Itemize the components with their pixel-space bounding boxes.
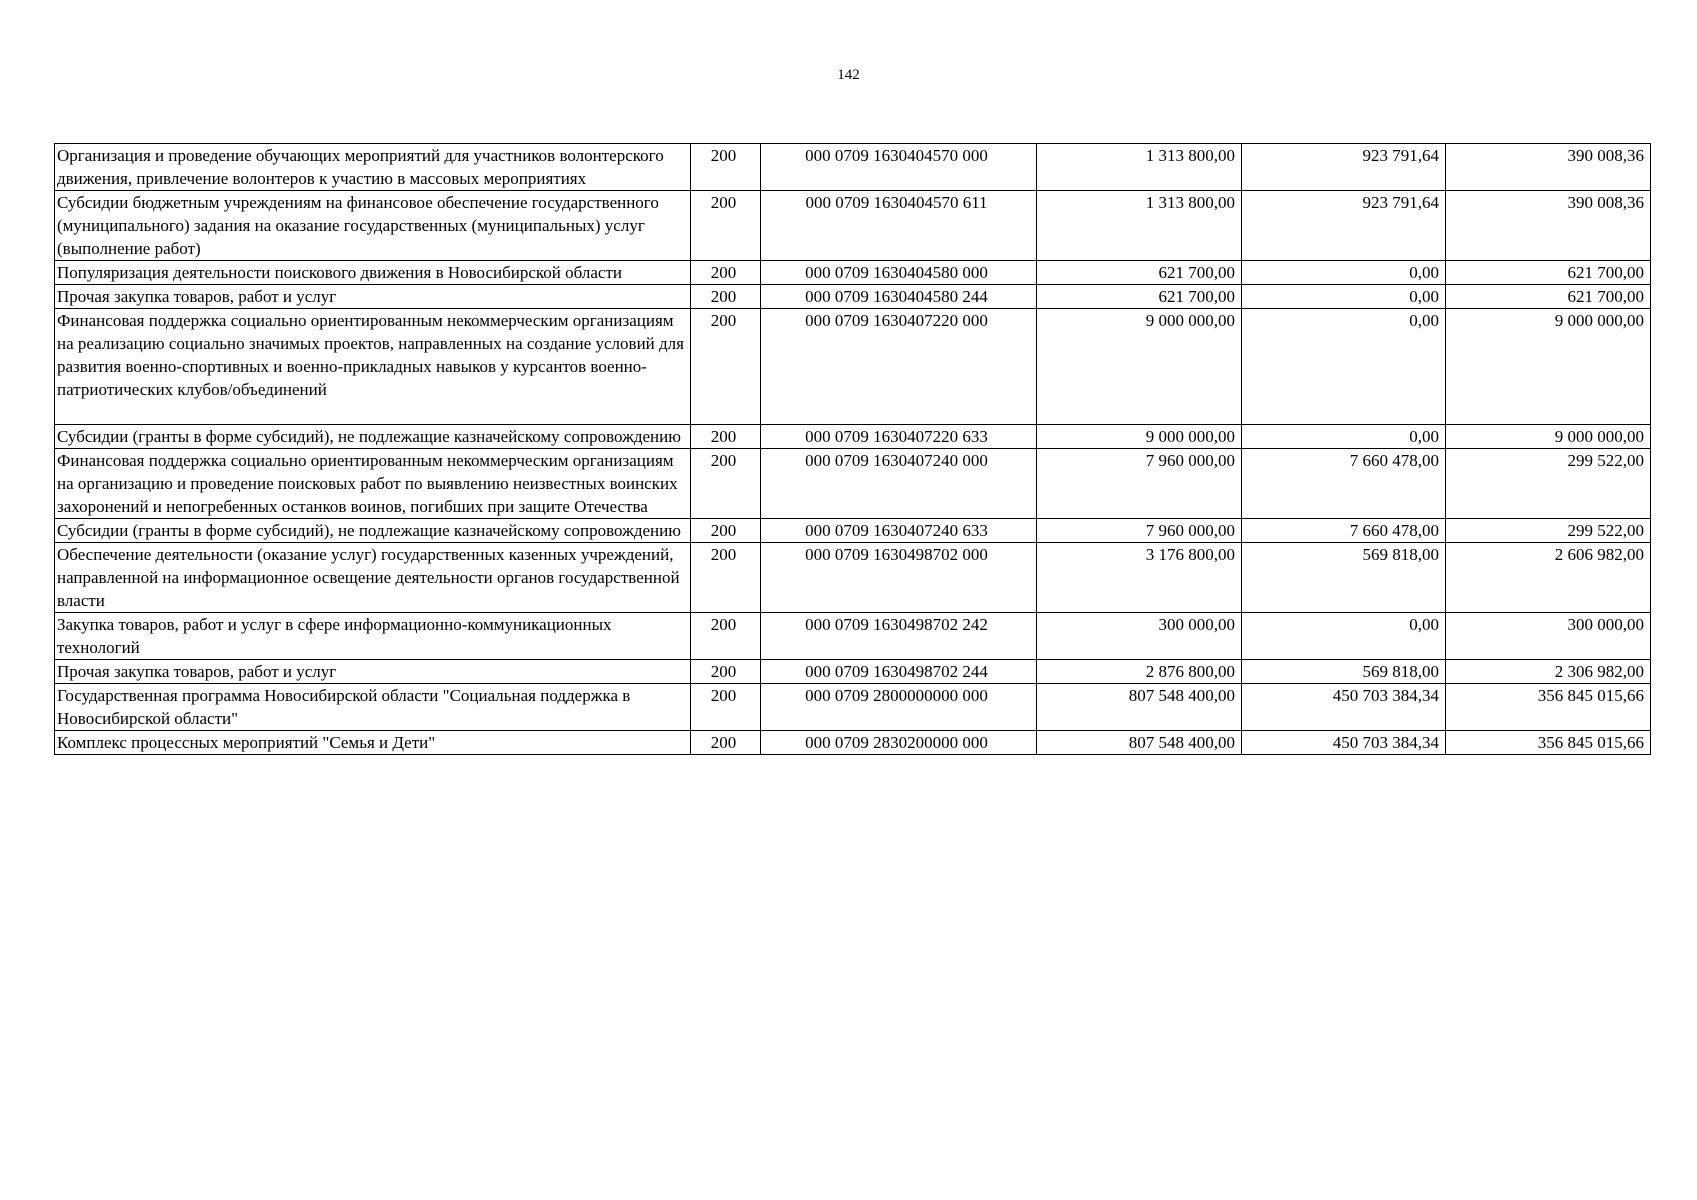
row-code-cell: 200 [691, 543, 761, 613]
row-approved-cell: 1 313 800,00 [1037, 144, 1242, 191]
row-unexecuted-cell: 300 000,00 [1446, 613, 1651, 660]
table-row [55, 684, 1651, 731]
row-name-cell: Прочая закупка товаров, работ и услуг [55, 285, 691, 309]
table-row [55, 261, 1651, 285]
row-executed-cell: 7 660 478,00 [1242, 519, 1446, 543]
row-code-cell: 200 [691, 261, 761, 285]
row-executed-cell: 0,00 [1242, 613, 1446, 660]
row-name-cell: Закупка товаров, работ и услуг в сфере информационно-коммуникационных технологий [55, 613, 691, 660]
row-unexecuted-cell: 299 522,00 [1446, 519, 1651, 543]
row-executed-cell: 0,00 [1242, 261, 1446, 285]
row-approved-cell: 9 000 000,00 [1037, 425, 1242, 449]
row-executed-cell: 450 703 384,34 [1242, 684, 1446, 731]
row-name-cell: Популяризация деятельности поискового движения в Новосибирской области [55, 261, 691, 285]
row-executed-cell: 0,00 [1242, 285, 1446, 309]
row-name-cell: Организация и проведение обучающих мероприятий для участников волонтерского движения, привлечение волонтеров к участию в массовых мероприятиях [55, 144, 691, 191]
row-approved-cell: 2 876 800,00 [1037, 660, 1242, 684]
row-name-cell: Финансовая поддержка социально ориентированным некоммерческим организациям на организацию и проведение поисковых работ по выявлению неизвестных воинских захоронений и непогребенных останков воинов, погибших при защите Отечества [55, 449, 691, 519]
row-approved-cell: 3 176 800,00 [1037, 543, 1242, 613]
table-row [55, 449, 1651, 519]
table-row [55, 731, 1651, 755]
table-row [55, 285, 1651, 309]
row-unexecuted-cell: 9 000 000,00 [1446, 309, 1651, 425]
row-classification-cell: 000 0709 1630404570 611 [761, 191, 1037, 261]
table-row [55, 660, 1651, 684]
row-approved-cell: 807 548 400,00 [1037, 731, 1242, 755]
row-executed-cell: 569 818,00 [1242, 543, 1446, 613]
row-code-cell: 200 [691, 613, 761, 660]
table-row [55, 191, 1651, 261]
row-code-cell: 200 [691, 660, 761, 684]
row-classification-cell: 000 0709 1630498702 242 [761, 613, 1037, 660]
table-row [55, 309, 1651, 425]
row-code-cell: 200 [691, 285, 761, 309]
row-approved-cell: 7 960 000,00 [1037, 519, 1242, 543]
row-unexecuted-cell: 356 845 015,66 [1446, 684, 1651, 731]
row-unexecuted-cell: 390 008,36 [1446, 191, 1651, 261]
row-unexecuted-cell: 356 845 015,66 [1446, 731, 1651, 755]
page-number: 142 [837, 67, 860, 83]
row-approved-cell: 7 960 000,00 [1037, 449, 1242, 519]
row-unexecuted-cell: 9 000 000,00 [1446, 425, 1651, 449]
row-executed-cell: 0,00 [1242, 425, 1446, 449]
row-classification-cell: 000 0709 1630407220 633 [761, 425, 1037, 449]
row-classification-cell: 000 0709 1630498702 000 [761, 543, 1037, 613]
row-code-cell: 200 [691, 309, 761, 425]
row-approved-cell: 1 313 800,00 [1037, 191, 1242, 261]
table-row [55, 613, 1651, 660]
row-name-cell: Субсидии бюджетным учреждениям на финансовое обеспечение государственного (муниципального) задания на оказание государственных (муниципальных) услуг (выполнение работ) [55, 191, 691, 261]
row-name-cell: Государственная программа Новосибирской области "Социальная поддержка в Новосибирской области" [55, 684, 691, 731]
row-unexecuted-cell: 2 306 982,00 [1446, 660, 1651, 684]
row-code-cell: 200 [691, 425, 761, 449]
row-name-cell: Обеспечение деятельности (оказание услуг) государственных казенных учреждений, направленной на информационное освещение деятельности органов государственной власти [55, 543, 691, 613]
row-unexecuted-cell: 621 700,00 [1446, 285, 1651, 309]
row-approved-cell: 621 700,00 [1037, 285, 1242, 309]
row-unexecuted-cell: 2 606 982,00 [1446, 543, 1651, 613]
row-executed-cell: 923 791,64 [1242, 191, 1446, 261]
table-row [55, 144, 1651, 191]
row-name-cell: Финансовая поддержка социально ориентированным некоммерческим организациям на реализацию социально значимых проектов, направленных на создание условий для развития военно-спортивных и военно-прикладных навыков у курсантов военно-патриотических клубов/объединений [55, 309, 691, 425]
table-row [55, 519, 1651, 543]
row-classification-cell: 000 0709 1630407240 000 [761, 449, 1037, 519]
row-name-cell: Субсидии (гранты в форме субсидий), не подлежащие казначейскому сопровождению [55, 425, 691, 449]
row-code-cell: 200 [691, 449, 761, 519]
row-code-cell: 200 [691, 191, 761, 261]
row-classification-cell: 000 0709 1630407220 000 [761, 309, 1037, 425]
row-approved-cell: 300 000,00 [1037, 613, 1242, 660]
budget-execution-table [54, 143, 1651, 755]
table-row [55, 425, 1651, 449]
row-classification-cell: 000 0709 1630498702 244 [761, 660, 1037, 684]
row-approved-cell: 807 548 400,00 [1037, 684, 1242, 731]
row-code-cell: 200 [691, 144, 761, 191]
row-executed-cell: 569 818,00 [1242, 660, 1446, 684]
row-code-cell: 200 [691, 731, 761, 755]
row-classification-cell: 000 0709 1630407240 633 [761, 519, 1037, 543]
row-name-cell: Субсидии (гранты в форме субсидий), не подлежащие казначейскому сопровождению [55, 519, 691, 543]
row-classification-cell: 000 0709 1630404570 000 [761, 144, 1037, 191]
table-row [55, 543, 1651, 613]
row-approved-cell: 621 700,00 [1037, 261, 1242, 285]
row-unexecuted-cell: 390 008,36 [1446, 144, 1651, 191]
row-code-cell: 200 [691, 519, 761, 543]
row-code-cell: 200 [691, 684, 761, 731]
row-classification-cell: 000 0709 2800000000 000 [761, 684, 1037, 731]
row-name-cell: Прочая закупка товаров, работ и услуг [55, 660, 691, 684]
row-approved-cell: 9 000 000,00 [1037, 309, 1242, 425]
row-unexecuted-cell: 621 700,00 [1446, 261, 1651, 285]
row-unexecuted-cell: 299 522,00 [1446, 449, 1651, 519]
row-classification-cell: 000 0709 1630404580 000 [761, 261, 1037, 285]
row-name-cell: Комплекс процессных мероприятий "Семья и Дети" [55, 731, 691, 755]
row-executed-cell: 450 703 384,34 [1242, 731, 1446, 755]
row-classification-cell: 000 0709 2830200000 000 [761, 731, 1037, 755]
row-classification-cell: 000 0709 1630404580 244 [761, 285, 1037, 309]
row-executed-cell: 0,00 [1242, 309, 1446, 425]
row-executed-cell: 7 660 478,00 [1242, 449, 1446, 519]
row-executed-cell: 923 791,64 [1242, 144, 1446, 191]
